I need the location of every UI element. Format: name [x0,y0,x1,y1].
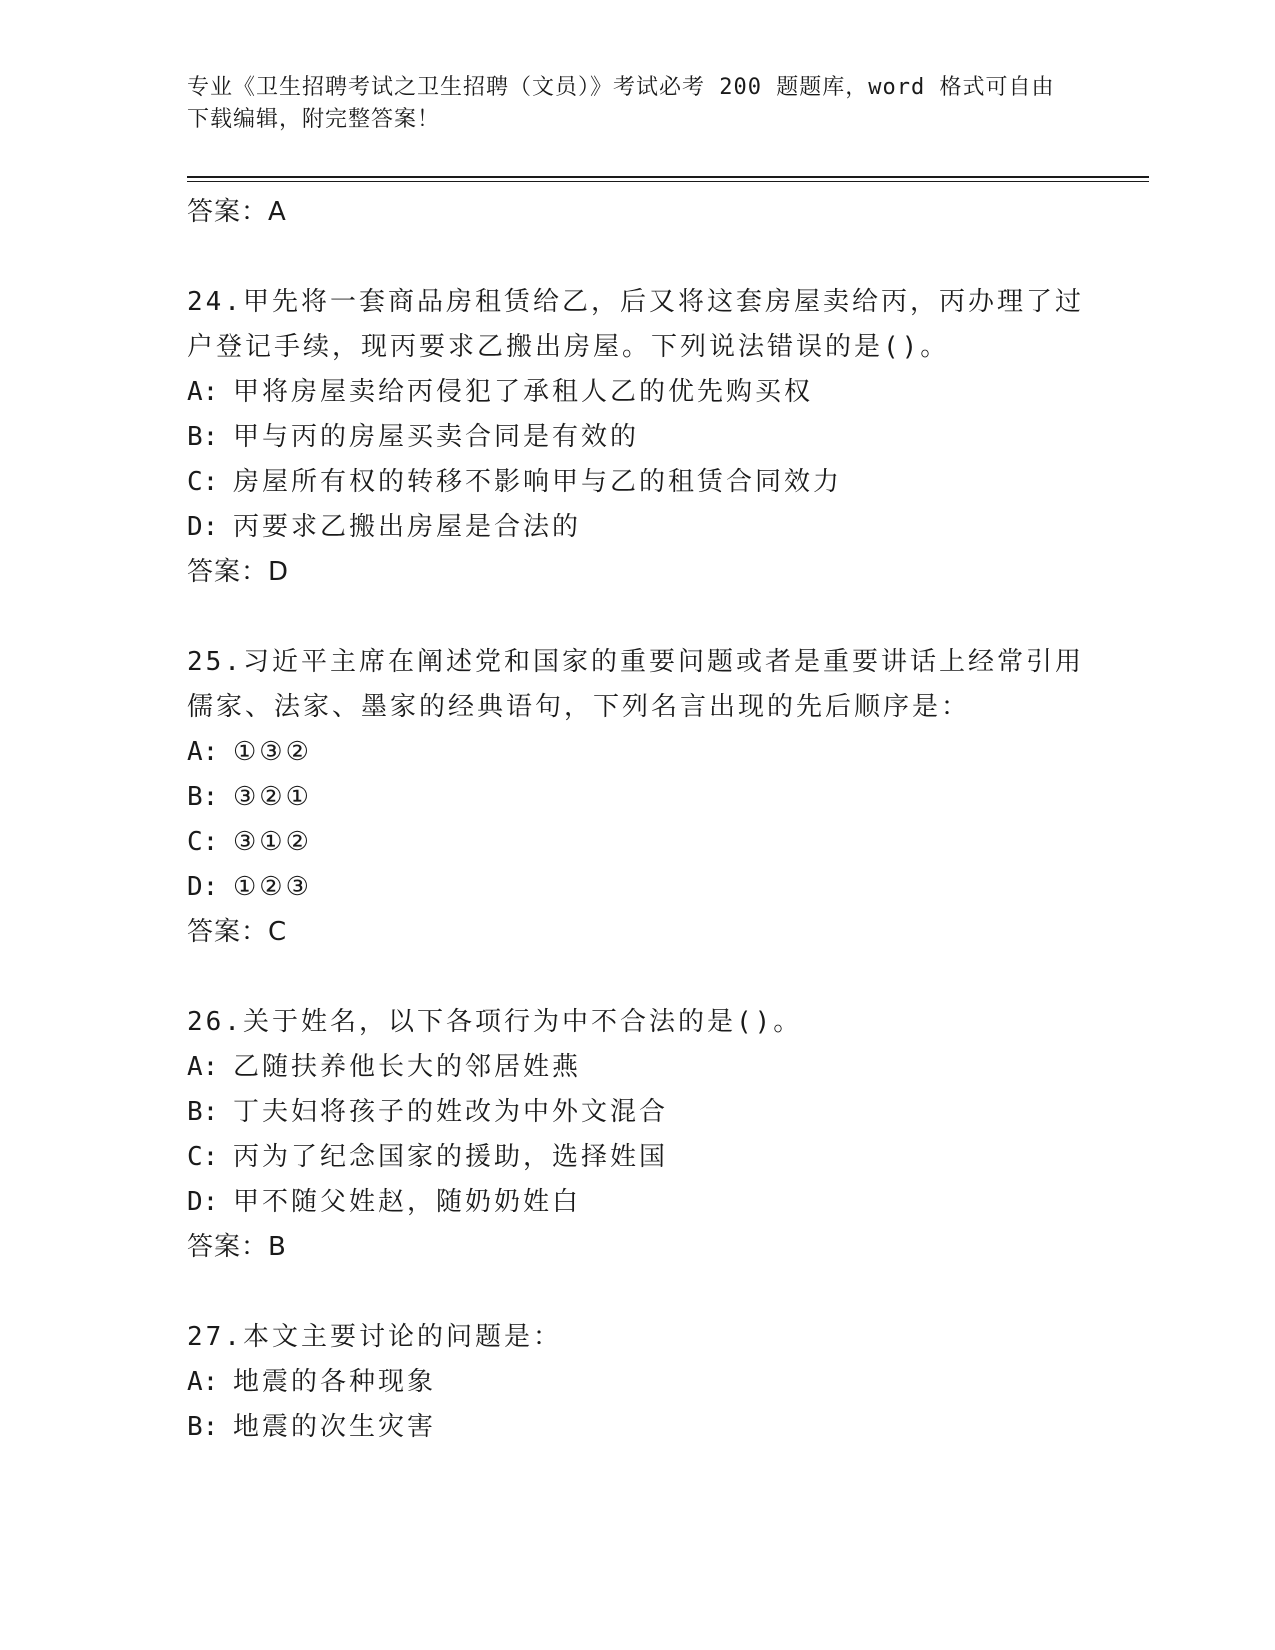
option-letter: C: [187,467,219,497]
document-header: 专业《卫生招聘考试之卫生招聘（文员）》考试必考 200 题题库，word 格式可自由下载编辑，附完整答案！ [187,75,1055,132]
option-letter: D: [187,872,219,902]
option-letter: A: [187,737,219,767]
option-letter: B: [187,422,219,452]
option-a [187,370,1087,415]
option-text: 乙随扶养他长大的邻居姓燕 [233,1052,582,1082]
option-b [187,1090,1087,1135]
option-letter: A: [187,377,219,407]
answer-line: 答案：B [187,1232,287,1262]
question-27 [187,1315,1087,1450]
option-letter: C: [187,827,219,857]
option-d [187,865,1087,910]
option-d [187,1180,1087,1225]
option-b [187,415,1087,460]
option-letter: C: [187,1142,219,1172]
option-text: 甲将房屋卖给丙侵犯了承租人乙的优先购买权 [233,377,814,407]
option-text: ①②③ [233,872,312,902]
option-text: 丙要求乙搬出房屋是合法的 [233,512,582,542]
answer-line: 答案：C [187,917,288,947]
option-text: 房屋所有权的转移不影响甲与乙的租赁合同效力 [233,467,843,497]
question-26 [187,1000,1087,1270]
question-stem: 26.关于姓名，以下各项行为中不合法的是()。 [187,1007,803,1037]
question-24 [187,280,1087,595]
document-body [187,190,1087,1450]
question-25 [187,640,1087,955]
option-text: 地震的各种现象 [233,1367,437,1397]
answer-line: 答案：D [187,557,290,587]
question-stem: 27.本文主要讨论的问题是： [187,1322,562,1352]
option-letter: D: [187,512,219,542]
option-text: 甲不随父姓赵，随奶奶姓白 [233,1187,582,1217]
option-letter: A: [187,1367,219,1397]
option-text: ③②① [233,782,312,812]
option-letter: D: [187,1187,219,1217]
option-a [187,1360,1087,1405]
option-c [187,820,1087,865]
option-a [187,1045,1087,1090]
header-divider-thick [187,176,1149,178]
header-divider-thin [187,181,1149,182]
option-d [187,505,1087,550]
option-c [187,1135,1087,1180]
question-stem: 25.习近平主席在阐述党和国家的重要问题或者是重要讲话上经常引用儒家、法家、墨家的经典语句，下列名言出现的先后顺序是： [187,647,1084,722]
question-stem: 24.甲先将一套商品房租赁给乙，后又将这套房屋卖给丙，丙办理了过户登记手续，现丙要求乙搬出房屋。下列说法错误的是()。 [187,287,1084,362]
option-letter: A: [187,1052,219,1082]
option-c [187,460,1087,505]
option-text: 甲与丙的房屋买卖合同是有效的 [233,422,640,452]
option-text: 地震的次生灾害 [233,1412,437,1442]
option-text: ③①② [233,827,312,857]
option-a [187,730,1087,775]
option-b [187,1405,1087,1450]
option-text: 丁夫妇将孩子的姓改为中外文混合 [233,1097,669,1127]
option-letter: B: [187,1412,219,1442]
option-text: 丙为了纪念国家的援助，选择姓国 [233,1142,669,1172]
option-letter: B: [187,1097,219,1127]
option-b [187,775,1087,820]
answer-line: 答案：A [187,197,287,227]
option-text: ①③② [233,737,312,767]
option-letter: B: [187,782,219,812]
